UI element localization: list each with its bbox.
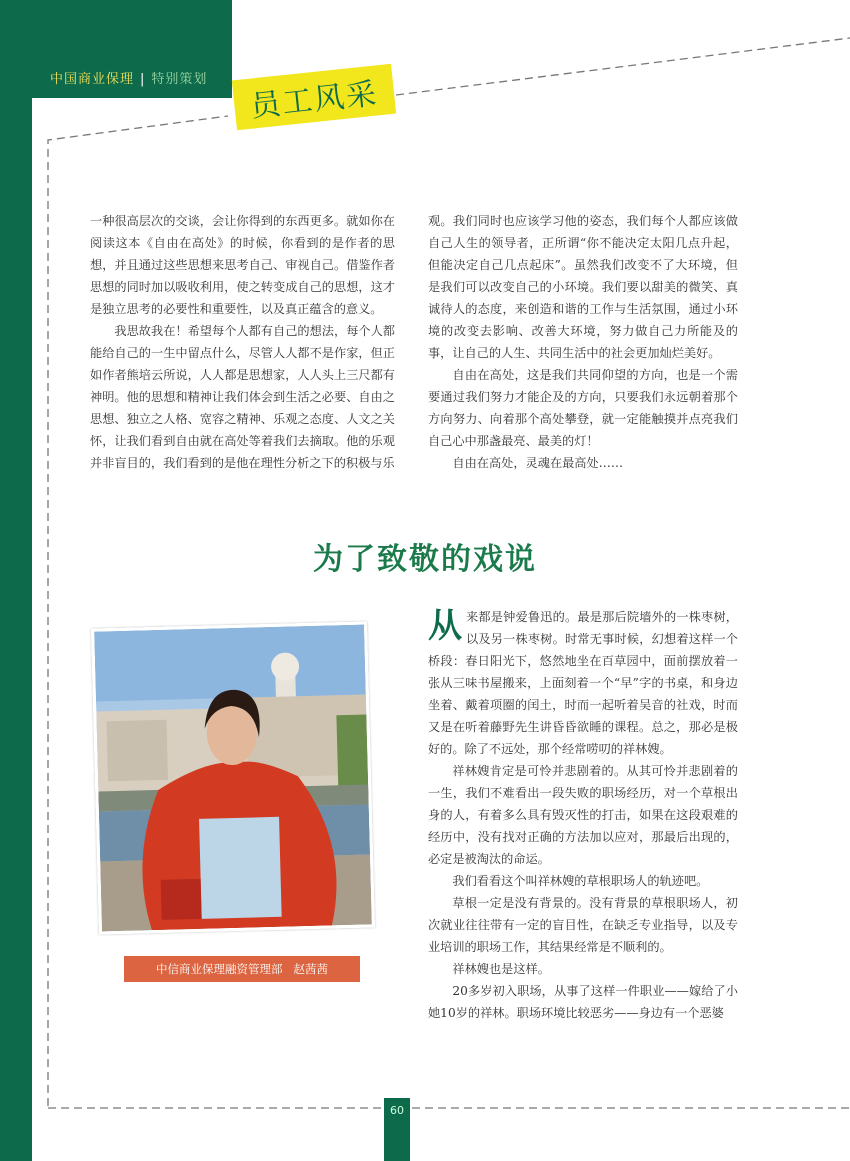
paragraph: 我们看看这个叫祥林嫂的草根职场人的轨迹吧。 [452,874,709,888]
paragraph: 自由在高处，灵魂在最高处…… [452,456,624,470]
banner-title: 员工风采 [248,76,380,125]
paragraph: 祥林嫂也是这样。 [452,962,550,976]
paragraph: 一种很高层次的交谈，会让你得到的东西更多。就如你在阅读这本《自由在高处》的时候，你看到的是作者的思想，并且通过这些思想来思考自己、审视自己。借鉴作者思想的同时加以吸收利用，使之转变成自己的思想，这才是独立思考的必要性和重要性，以及真正蕴含的意义。 [90,214,395,316]
paragraph: 20多岁初入职场，从事了这样一件职业——嫁给了小她10岁的祥林。职场环境比较恶劣——身边有一个恶婆 [428,984,738,1020]
photo-caption: 中信商业保理融资管理部 赵茜茜 [124,956,360,982]
page-number: 60 [390,1104,404,1117]
drop-cap: 从 [428,606,462,646]
paragraph: 我思故我在！希望每个人都有自己的想法，每个人都能给自己的一生中留点什么，尽管人人都不是作家，但正如作者熊培云所说，人人都是思想家，人人头上三尺都有神明。他的思想和精神让我们体会到生活之必要、自由之思想、独立之人格、宽容之精神、乐观之态度、人文之关怀，让我们看到自由就在高处等着我们去摘取。他的乐观并非盲目的，我们看到的是他在理性分析之下的积极与乐 [90,324,395,470]
header-section: 中国商业保理 [50,72,135,87]
article2-column [428,606,738,1024]
paragraph: 草根一定是没有背景的。没有背景的草根职场人，初次就业往往带有一定的盲目性，在缺乏专业指导，以及专业培训的职场工作，其结果经常是不顺利的。 [428,896,738,954]
first-paragraph-text: 来都是钟爱鲁迅的。最是那后院墙外的一株枣树，以及另一株枣树。时常无事时候，幻想着这样一个桥段：春日阳光下，悠然地坐在百草园中，面前摆放着一张从三味书屋搬来，上面刻着一个“早”字的书桌，和身边坐着、戴着项圈的闰土，时而一起听着吴音的社戏，时而又是在听着藤野先生讲昏昏欲睡的课程。总之，那必是极好的。除了不远处，那个经常唠叨的祥林嫂。 [428,610,738,756]
author-photo [91,621,375,934]
paragraph: 祥林嫂肯定是可怜并悲剧着的。从其可怜并悲剧着的一生，我们不难看出一段失败的职场经历，对一个草根出身的人，有着多么具有毁灭性的打击，如果在这段艰难的经历中，没有找对正确的方法加以应对，那最后出现的，必定是被淘汰的命运。 [428,764,738,866]
header-subsection: 特别策划 [151,72,208,87]
paragraph: 观。我们同时也应该学习他的姿态，我们每个人都应该做自己人生的领导者，正所谓“你不能决定太阳几点升起，但能决定自己几点起床”。虽然我们改变不了大环境，但是我们可以改变自己的小环境。我们要以甜美的微笑、真诚待人的态度，来创造和谐的工作与生活氛围，通过小环境的改变去影响、改善大环境，努力做自己力所能及的事，让自己的人生、共同生活中的社会更加灿烂美好。 [428,214,738,360]
article2-title: 为了致敬的戏说 [313,542,537,577]
article1-column-right [428,210,738,474]
paragraph: 自由在高处，这是我们共同仰望的方向，也是一个需要通过我们努力才能企及的方向，只要我们永远朝着那个方向努力、向着那个高处攀登，就一定能触摸并点亮我们自己心中那盏最亮、最美的灯！ [428,368,738,448]
paragraph [428,606,738,760]
article1-column-left [90,210,395,474]
header-separator: | [140,72,146,87]
